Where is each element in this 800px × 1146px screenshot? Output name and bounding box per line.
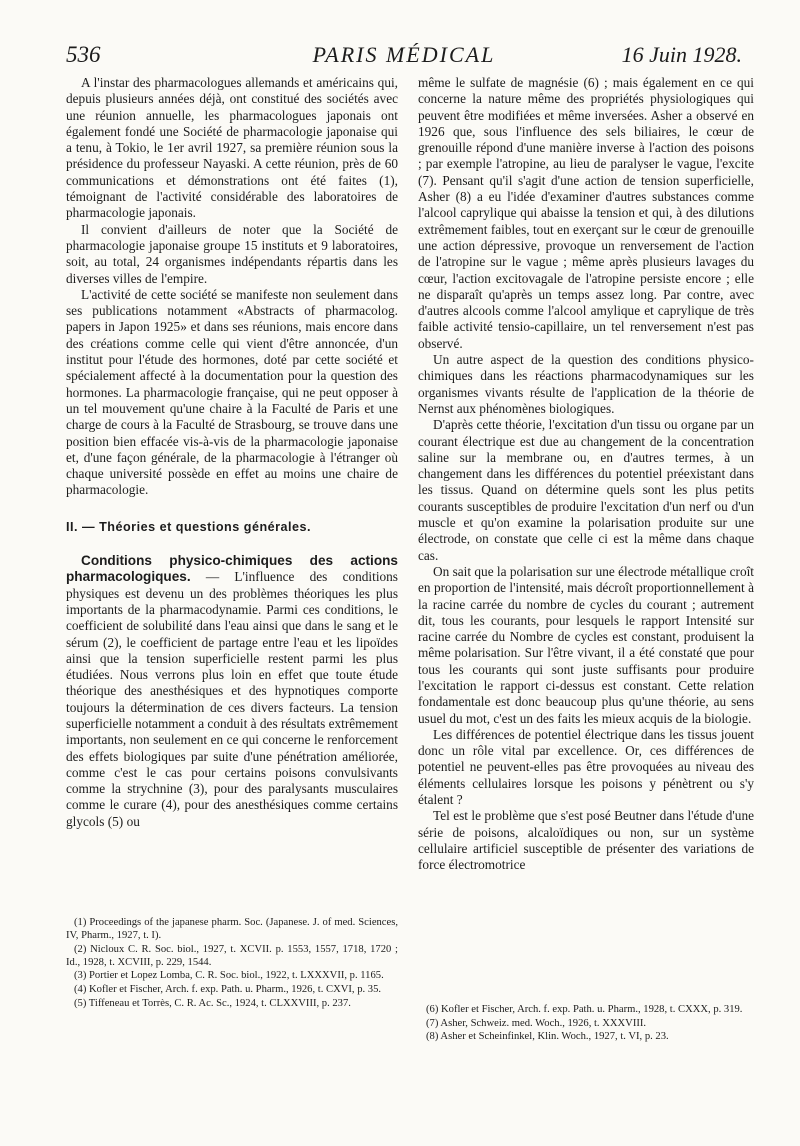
- paragraph: même le sulfate de magnésie (6) ; mais également en ce qui concerne la nature même des propriétés physiologiques qui peuvent être modifiées et même inversées. Asher a observé en 1926 que, sous l'influence des sels biliaires, le cœur de grenouille répond d'une manière inverse à l'action des poisons ; par exemple l'atropine, au lieu de paralyser le vague, l'excite (7). Pensant qu'il s'agit d'une action de tension superficielle, Asher (8) a eu l'idée d'examiner d'autres substances comme l'alcool caprylique qui abaisse la tension et qui, à des dilutions extrêmement faibles, tout en exerçant sur le cœur de grenouille une action dépressive, provoque un renversement de l'action de l'atropine sur le vague ; même après plusieurs lavages du cœur, l'action excitovagale de l'atropine persiste encore ; elle ne disparaît qu'après un temps assez long. Par contre, avec d'autres alcools comme l'alcool amylique et caprylique de très faible activité tensio-capillaire, un tel renversement n'est pas observé.: [418, 75, 754, 351]
- footnotes-right: [418, 1003, 754, 1044]
- lead-paragraph: [66, 553, 398, 830]
- footnote: (4) Kofler et Fischer, Arch. f. exp. Path. u. Pharm., 1926, t. CXVI, p. 35.: [74, 983, 382, 995]
- footnote: (8) Asher et Scheinfinkel, Klin. Woch., 1927, t. VI, p. 23.: [426, 1031, 669, 1043]
- footnote: (7) Asher, Schweiz. med. Woch., 1926, t. XXXVIII.: [426, 1017, 647, 1029]
- paragraph: L'activité de cette société se manifeste non seulement dans ses publications notamment «Abstracts of pharmacolog. papers in Japon 1925» et dans ses réunions, mais encore dans des créations comme celle qui vient d'être annoncée, d'un institut pour l'étude des hormones, doté par cette société et spécialement affecté à la documentation pour la question des hormones. La pharmacologie française, qui ne peut opposer à un tel mouvement qu'une chaire à la Faculté de Paris et une charge de cours à la Faculté de Strasbourg, se trouve dans une position bien effacée vis-à-vis de la pharmacologie japonaise et, d'une façon générale, de la pharmacologie à l'étranger où chaque université possède en effet au moins une chaire de pharmacologie.: [66, 286, 398, 498]
- footnote: (1) Proceedings of the japanese pharm. Soc. (Japanese. J. of med. Sciences, IV, Pharm., 1927, t. I).: [66, 917, 398, 942]
- paragraph: A l'instar des pharmacologues allemands et américains qui, depuis plusieurs années déjà, ont constitué des sociétés avec une réunion annuelle, les pharmacologues japonais ont également fondé une Société de pharmacologie japonaise qui a tenu, à Tokio, le 1er avril 1927, sa première réunion sous la présidence du professeur Nayaski. A cette réunion, près de 60 communications et démonstrations ont été faites (1), témoignant de l'activité considérable des laboratoires de pharmacologie japonais.: [66, 75, 398, 221]
- paragraph: D'après cette théorie, l'excitation d'un tissu ou organe par un courant électrique est due au changement de la concentration saline sur la membrane ou, en d'autres termes, à un changement dans les différences du potentiel préexistant dans les tissus. Quand on détermine quels sont les plus petits courants susceptibles de produire l'excitation d'un nerf ou d'un muscle et qu'on examine la polarisation produite sur une électrode, on constate que celle ci est la même dans chaque cas.: [418, 417, 754, 563]
- right-column: [418, 75, 754, 874]
- left-column: [66, 75, 398, 830]
- paragraph: On sait que la polarisation sur une électrode métallique croît en proportion de l'intensité, mais décroît proportionnellement à la racine carrée du nombre de cycles du courant ; autrement dit, tous les courants, pour lesquels le rapport Intensité sur racine carrée du Nombre de cycles est constant, produisent la même polarisation. Sur l'être vivant, il a été constaté que pour tous les courants qui sont juste suffisants pour produire l'excitation le rapport ci-dessus est constant. Cette relation fondamentale est donc beaucoup plus qu'une théorie, au sens usuel du mot, c'est un des faits les mieux acquis de la biologie.: [418, 563, 754, 726]
- paragraph: Les différences de potentiel électrique dans les tissus jouent donc un rôle vital par excellence. Or, ces différences de potentiel ne peuvent-elles pas être provoquées au niveau des éléments cellulaires lorsque les poisons y pénètrent ou s'y étalent ?: [418, 726, 754, 808]
- issue-date: 16 Juin 1928.: [621, 42, 742, 67]
- footnote: (2) Nicloux C. R. Soc. biol., 1927, t. XCVII. p. 1553, 1557, 1718, 1720 ; Id., 1928, t. XCVIII, p. 229, 1544.: [66, 943, 398, 968]
- footnote: (5) Tiffeneau et Torrès, C. R. Ac. Sc., 1924, t. CLXXVIII, p. 237.: [74, 997, 351, 1009]
- lead-text: — L'influence des conditions physiques est devenu un des problèmes théoriques les plus importants de la pharmacodynamie. Parmi ces conditions, le coefficient de solubilité dans l'eau ainsi que dans le sang et le sérum (2), le coefficient de partage entre l'eau et les lipoïdes ainsi que la tension superficielle restent parmi les plus étudiées. Nous verrons plus loin en effet que toute étude théorique des anesthésiques et des hypnotiques comporte toujours la détermination de ces divers facteurs. La tension superficielle notamment a conduit à des résultats extrêmement importants, non seulement en ce qui concerne le renforcement des effets biologiques par suite d'une pénétration améliorée, comme c'est le cas pour certains poisons convulsivants comme la strychnine (3), pour des paralysants musculaires comme le curare (4), pour des anesthésiques comme certains glycols (5) ou: [66, 569, 398, 829]
- lead-title: Conditions physico-chimiques des actions pharmacologiques.: [66, 553, 398, 585]
- page-header: [66, 42, 742, 72]
- paragraph: Un autre aspect de la question des conditions physico-chimiques dans les réactions pharmacodynamiques sur les organismes vivants résulte de l'application de la théorie de Nernst aux phénomènes biologiques.: [418, 352, 754, 416]
- footnotes-left: [66, 916, 398, 1010]
- footnote: (3) Portier et Lopez Lomba, C. R. Soc. biol., 1922, t. LXXXVII, p. 1165.: [74, 970, 384, 982]
- section-heading: II. — Théories et questions générales.: [66, 519, 312, 534]
- footnote: (6) Kofler et Fischer, Arch. f. exp. Path. u. Pharm., 1928, t. CXXX, p. 319.: [426, 1004, 743, 1015]
- page-number: 536: [66, 42, 101, 67]
- journal-title: PARIS MÉDICAL: [312, 42, 496, 67]
- paragraph: Il convient d'ailleurs de noter que la Société de pharmacologie japonaise groupe 15 instituts et 9 laboratoires, soit, au total, 24 organismes indépendants répartis dans les diverses villes de l'empire.: [66, 221, 398, 286]
- paragraph: Tel est le problème que s'est posé Beutner dans l'étude d'une série de poisons, alcaloïdiques ou non, sur un système cellulaire artificiel susceptible de présenter des variations de force électromotrice: [418, 808, 754, 873]
